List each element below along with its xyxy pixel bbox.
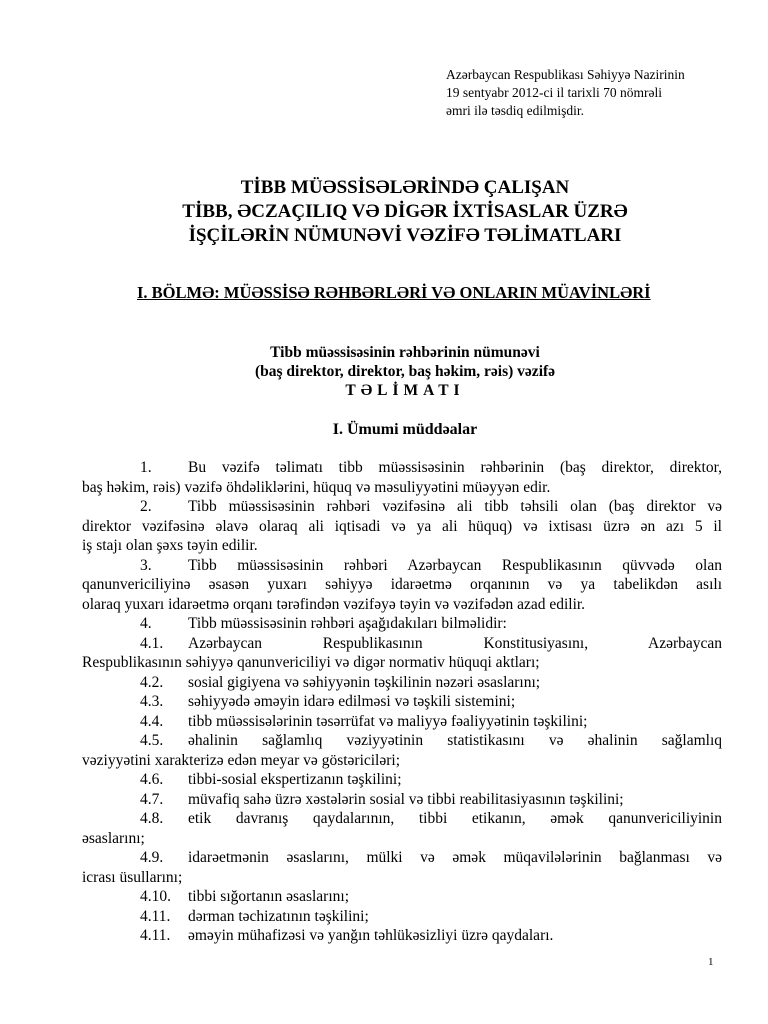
item-number: 4.5.	[140, 732, 164, 749]
paragraph-text: əməyin mühafizəsi və yanğın təhlükəsizliyi üzrə qaydaları.	[188, 927, 554, 944]
paragraph-text: idarəetmənin əsaslarını, mülki və əmək müqavilələrinin bağlanması və	[188, 849, 722, 866]
item-number: 4.	[140, 615, 152, 632]
paragraph-3-cont: olaraq yuxarı idarəetmə orqanı tərəfindən vəzifəyə təyin və vəzifədən azad edilir.	[82, 595, 586, 613]
paragraph-3-cont: qanunvericiliyinə əsasən yuxarı səhiyyə idarəetmə orqanının və ya tabelikdən asılı	[82, 576, 722, 593]
paragraph-text: Bu vəzifə təlimatı tibb müəssisəsinin rəhbərinin (baş direktor, direktor,	[188, 459, 722, 476]
approval-line: əmri ilə təsdiq edilmişdir.	[446, 103, 584, 118]
subitem-4-6	[82, 770, 722, 790]
subtitle-line: Tibb müəssisəsinin rəhbərinin nümunəvi	[270, 344, 540, 361]
subtitle-line: TƏLİMATI	[345, 382, 465, 399]
page-number: 1	[708, 956, 714, 968]
subtitle-line: (baş direktor, direktor, baş həkim, rəis) vəzifə	[254, 363, 556, 380]
item-number: 4.10.	[140, 888, 171, 905]
paragraph-text: sosial gigiyena və səhiyyənin təşkilinin nəzəri əsaslarını;	[188, 673, 541, 691]
paragraph-text: tibb müəssisələrinin təsərrüfat və maliyyə fəaliyyətinin təşkilini;	[188, 712, 588, 730]
item-number: 4.11.	[140, 907, 171, 925]
paragraph-text: səhiyyədə əməyin idarə edilməsi və təşkili sistemini;	[188, 693, 516, 710]
paragraph-text: müvafiq sahə üzrə xəstələrin sosial və tibbi reabilitasiyasının təşkilini;	[188, 790, 624, 808]
paragraph-text: tibbi sığortanın əsaslarını;	[188, 888, 350, 905]
paragraph-text: Tibb müəssisəsinin rəhbəri aşağıdakıları bilməlidir:	[188, 615, 507, 632]
paragraph-2-cont: direktor vəzifəsinə əlavə olaraq ali iqtisadi və ya ali hüquq) və ixtisası üzrə ən azı 5 il	[82, 517, 722, 535]
subitem-4-4	[82, 712, 722, 732]
subitem-4-5	[82, 731, 722, 751]
item-number: 4.3.	[140, 693, 164, 710]
paragraph-text: Tibb müəssisəsinin rəhbəri Azərbaycan Respublikasının qüvvədə olan	[188, 556, 722, 574]
title-line: TİBB, ƏCZAÇILIQ VƏ DİGƏR İXTİSASLAR ÜZRƏ	[182, 201, 628, 222]
subitem-4-8	[82, 809, 722, 829]
document-body	[82, 458, 722, 946]
subitem-4-10	[82, 887, 722, 907]
approval-line: 19 sentyabr 2012-ci il tarixli 70 nömrəli	[446, 85, 662, 100]
paragraph-text: Tibb müəssisəsinin rəhbəri vəzifəsinə ali tibb təhsili olan (baş direktor və	[188, 498, 722, 515]
item-number: 1.	[140, 459, 152, 476]
subitem-4-9-cont: icrası üsullarını;	[82, 868, 183, 886]
item-number: 4.1.	[140, 634, 164, 652]
approval-line: Azərbaycan Respublikası Səhiyyə Nazirinin	[446, 67, 685, 82]
subitem-4-11	[82, 907, 722, 927]
item-number: 2.	[140, 498, 152, 515]
chapter-heading: I. Ümumi müddəalar	[332, 421, 478, 438]
subitem-4-5-cont: vəziyyətini xarakterizə edən meyar və göstəriciləri;	[82, 751, 401, 769]
title-line: İŞÇİLƏRİN NÜMUNƏVİ VƏZİFƏ TƏLİMATLARI	[188, 225, 622, 246]
subitem-4-7	[82, 790, 722, 810]
paragraph-text: tibbi-sosial ekspertizanın təşkilini;	[188, 771, 402, 788]
instruction-title	[0, 343, 768, 400]
item-number: 4.9.	[140, 849, 164, 866]
paragraph-text: dərman təchizatının təşkilini;	[188, 907, 369, 925]
approval-note	[446, 66, 746, 120]
item-number: 4.2.	[140, 673, 164, 691]
paragraph-1-cont: baş həkim, rəis) vəzifə öhdəliklərini, hüquq və məsuliyyətini müəyyən edir.	[82, 478, 551, 496]
title-line: TİBB MÜƏSSİSƏLƏRİNDƏ ÇALIŞAN	[240, 177, 570, 198]
document-title	[0, 176, 768, 248]
item-number: 4.4.	[140, 712, 164, 730]
item-number: 3.	[140, 556, 152, 574]
paragraph-text: əhalinin sağlamlıq vəziyyətinin statistikasını və əhalinin sağlamlıq	[188, 732, 722, 749]
paragraph-text: Azərbaycan Respublikasının Konstitusiyasını, Azərbaycan	[188, 634, 722, 652]
subitem-4-3	[82, 692, 722, 712]
paragraph-3	[82, 556, 722, 576]
paragraph-2-cont: iş stajı olan şəxs təyin edilir.	[82, 537, 258, 554]
subitem-4-1-cont: Respublikasının səhiyyə qanunvericiliyi və digər normativ hüquqi aktları;	[82, 654, 540, 671]
item-number: 4.11.	[140, 927, 171, 944]
paragraph-4	[82, 614, 722, 634]
subitem-4-11-b	[82, 926, 722, 946]
subitem-4-8-cont: əsaslarını;	[82, 829, 145, 847]
subitem-4-1	[82, 634, 722, 654]
item-number: 4.7.	[140, 790, 164, 808]
section-heading: I. BÖLMƏ: MÜƏSSİSƏ RƏHBƏRLƏRİ VƏ ONLARIN MÜAVİNLƏRİ	[137, 283, 651, 302]
paragraph-text: etik davranış qaydalarının, tibbi etikanın, əmək qanunvericiliyinin	[188, 810, 722, 827]
paragraph-1	[82, 458, 722, 478]
paragraph-2	[82, 497, 722, 517]
item-number: 4.6.	[140, 771, 164, 788]
subitem-4-9	[82, 848, 722, 868]
subitem-4-2	[82, 673, 722, 693]
item-number: 4.8.	[140, 810, 164, 827]
